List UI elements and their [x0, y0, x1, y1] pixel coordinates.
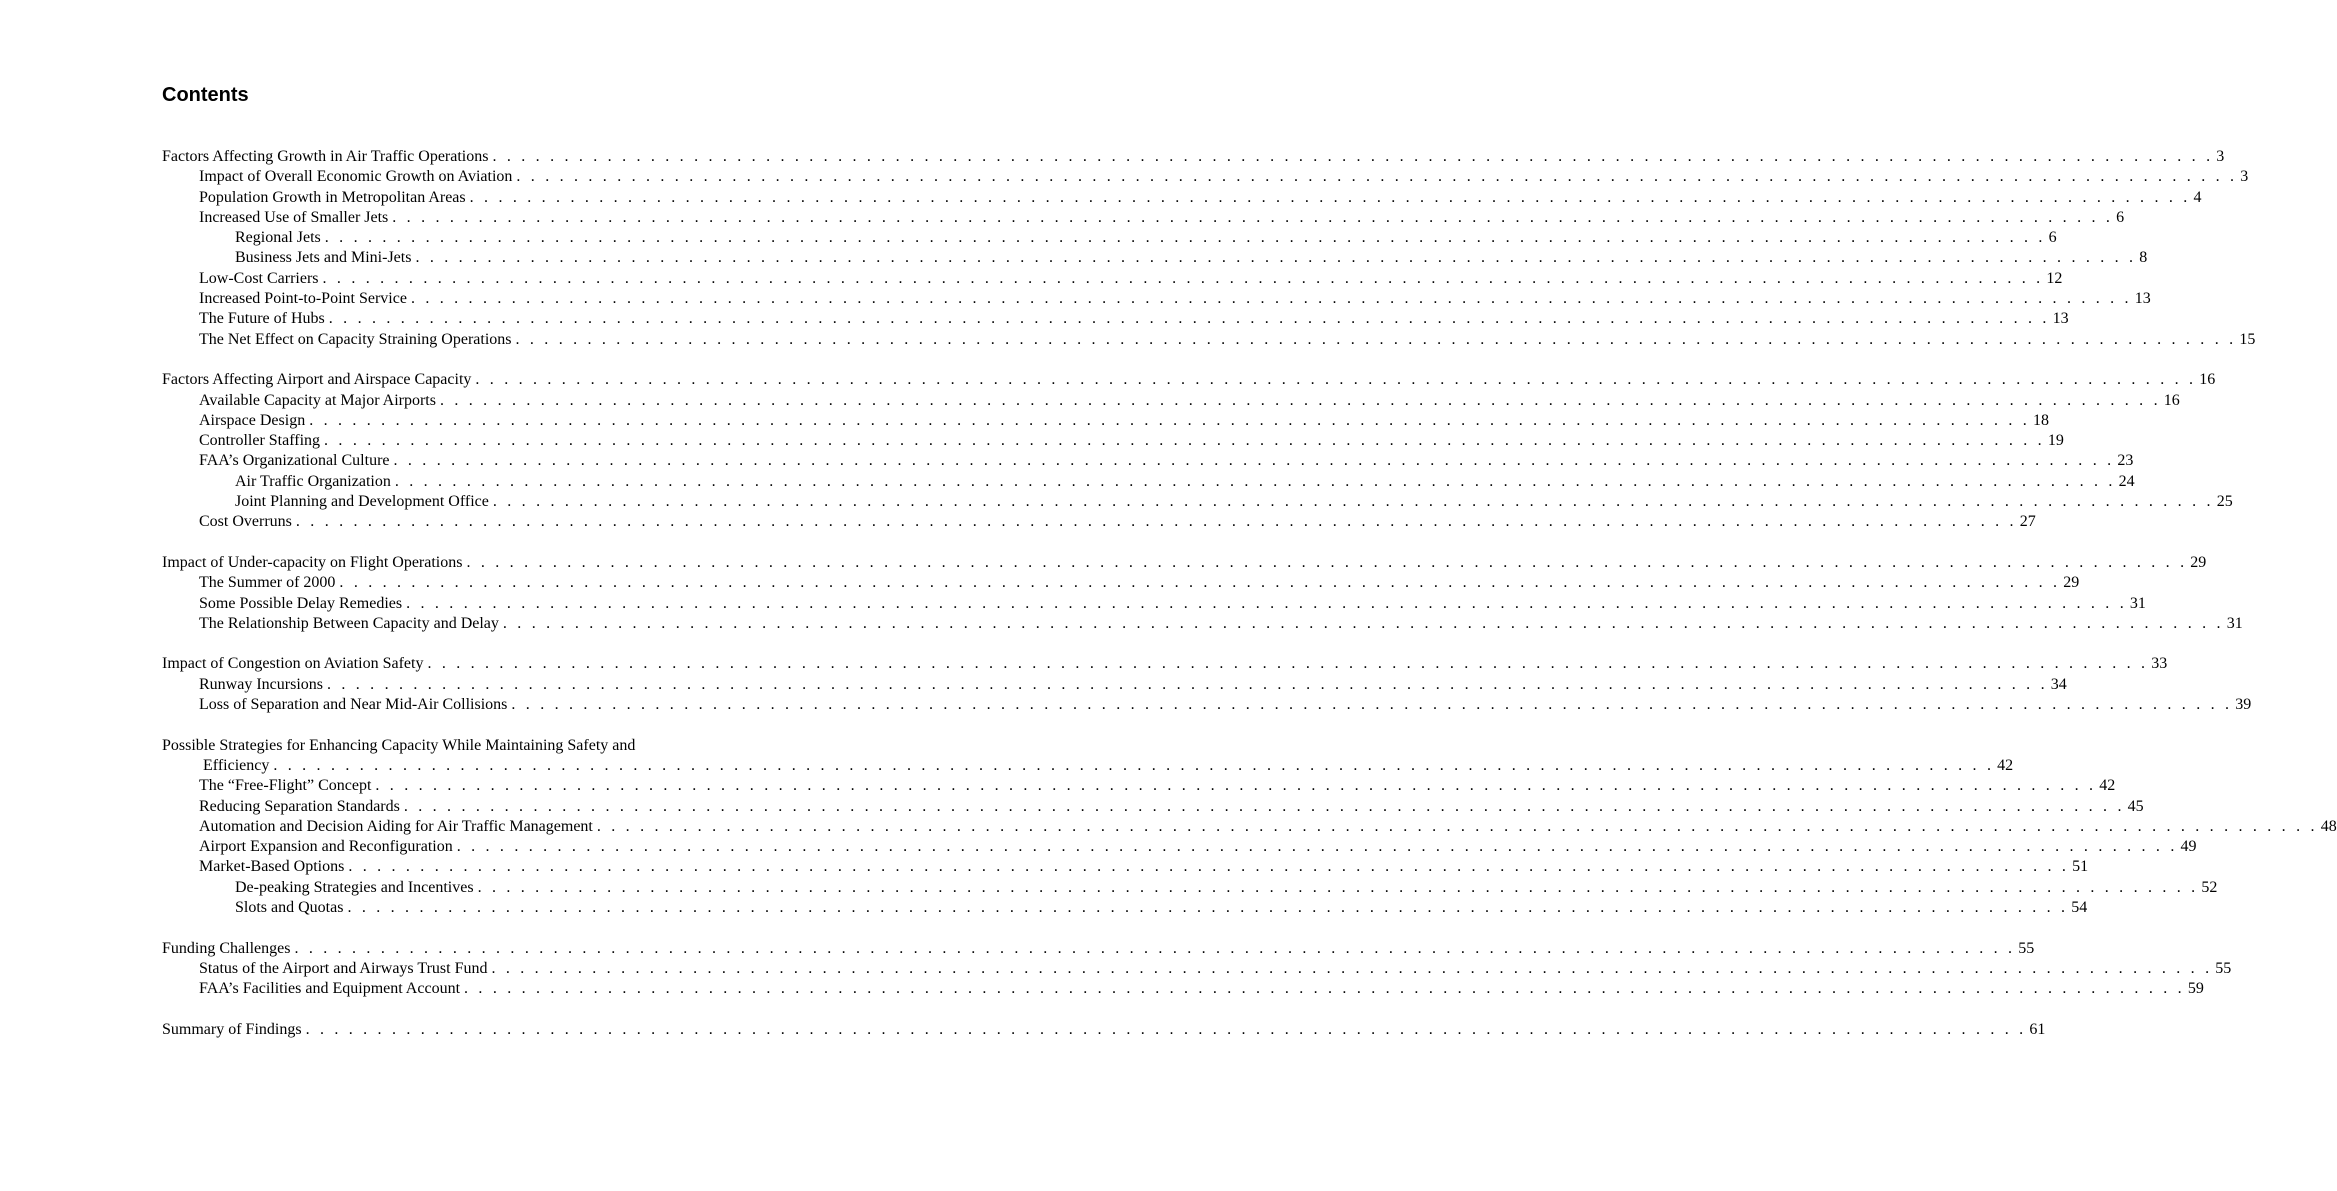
toc-entry-page-number: 4	[2193, 188, 2202, 206]
dot-leader: . . . . . . . . . . . . . . . . . . . . . . . . . . . . . . . . . . . . . . . . . . . . . . . . . . . . . . . . . . . . . . . . . . . . . . . . . . . . . . . . . . . . . . . . . . . . . . . . . . . . . . . . . . . . . . . . . . . . . . . .	[393, 452, 2115, 470]
dot-leader: . . . . . . . . . . . . . . . . . . . . . . . . . . . . . . . . . . . . . . . . . . . . . . . . . . . . . . . . . . . . . . . . . . . . . . . . . . . . . . . . . . . . . . . . . . . . . . . . . . . . . . . . . . . . . . . . . . . . . . . .	[439, 391, 2161, 409]
toc-entry-page-number: 51	[2072, 858, 2089, 876]
toc-entry[interactable]	[162, 654, 2168, 674]
toc-section	[162, 147, 2256, 350]
dot-leader: . . . . . . . . . . . . . . . . . . . . . . . . . . . . . . . . . . . . . . . . . . . . . . . . . . . . . . . . . . . . . . . . . . . . . . . . . . . . . . . . . . . . . . . . . . . . . . . . . . . . . . . . . . . . . . . . . . . . . . . .	[273, 756, 1995, 774]
toc-entry[interactable]	[162, 431, 2064, 451]
toc-entry-page-number: 33	[2151, 655, 2168, 673]
toc-section	[162, 654, 2252, 715]
dot-leader: . . . . . . . . . . . . . . . . . . . . . . . . . . . . . . . . . . . . . . . . . . . . . . . . . . . . . . . . . . . . . . . . . . . . . . . . . . . . . . . . . . . . . . . . . . . . . . . . . . . . . . . . . . . . . . . . . . . . . . . .	[466, 553, 2188, 571]
toc-entry-label: Low-Cost Carriers	[199, 269, 319, 287]
toc-entry[interactable]	[162, 330, 2256, 350]
dot-leader: . . . . . . . . . . . . . . . . . . . . . . . . . . . . . . . . . . . . . . . . . . . . . . . . . . . . . . . . . . . . . . . . . . . . . . . . . . . . . . . . . . . . . . . . . . . . . . . . . . . . . . . . . . . . . . . . . . . . . . . .	[348, 858, 2070, 876]
toc-entry-page-number: 6	[2048, 229, 2057, 247]
dot-leader: . . . . . . . . . . . . . . . . . . . . . . . . . . . . . . . . . . . . . . . . . . . . . . . . . . . . . . . . . . . . . . . . . . . . . . . . . . . . . . . . . . . . . . . . . . . . . . . . . . . . . . . . . . . . . . . . . . . . . . . .	[294, 939, 2016, 957]
toc-entry-page-number: 55	[2215, 959, 2232, 977]
toc-entry[interactable]	[162, 309, 2069, 329]
toc-entry-page-number: 45	[2127, 797, 2144, 815]
toc-entry-label: Factors Affecting Growth in Air Traffic Operations	[162, 148, 489, 165]
toc-entry-label: Business Jets and Mini-Jets	[235, 249, 412, 267]
toc-entry-page-number: 3	[2216, 148, 2225, 165]
toc-entry-page-number: 39	[2235, 696, 2252, 714]
toc-entry[interactable]	[162, 878, 2218, 898]
toc-entry[interactable]	[162, 857, 2089, 877]
toc-entry-label: Impact of Under-capacity on Flight Operations	[162, 553, 463, 571]
toc-entry[interactable]	[162, 167, 2249, 187]
dot-leader: . . . . . . . . . . . . . . . . . . . . . . . . . . . . . . . . . . . . . . . . . . . . . . . . . . . . . . . . . . . . . . . . . . . . . . . . . . . . . . . . . . . . . . . . . . . . . . . . . . . . . . . . . . . . . . . . . . . . . . . .	[326, 675, 2048, 693]
toc-entry[interactable]	[162, 248, 2148, 268]
toc-entry-page-number: 19	[2047, 432, 2064, 450]
toc-entry[interactable]	[162, 289, 2151, 309]
toc-entry[interactable]	[162, 370, 2216, 390]
toc-entry-label: Cost Overruns	[199, 513, 292, 531]
dot-leader: . . . . . . . . . . . . . . . . . . . . . . . . . . . . . . . . . . . . . . . . . . . . . . . . . . . . . . . . . . . . . . . . . . . . . . . . . . . . . . . . . . . . . . . . . . . . . . . . . . . . . . . . . . . . . . . . . . . . . . . .	[492, 493, 2214, 511]
dot-leader: . . . . . . . . . . . . . . . . . . . . . . . . . . . . . . . . . . . . . . . . . . . . . . . . . . . . . . . . . . . . . . . . . . . . . . . . . . . . . . . . . . . . . . . . . . . . . . . . . . . . . . . . . . . . . . . . . . . . . . . .	[427, 655, 2149, 673]
toc-entry-label: Population Growth in Metropolitan Areas	[199, 188, 466, 206]
dot-leader: . . . . . . . . . . . . . . . . . . . . . . . . . . . . . . . . . . . . . . . . . . . . . . . . . . . . . . . . . . . . . . . . . . . . . . . . . . . . . . . . . . . . . . . . . . . . . . . . . . . . . . . . . . . . . . . . . . . . . . . .	[347, 898, 2069, 916]
dot-leader: . . . . . . . . . . . . . . . . . . . . . . . . . . . . . . . . . . . . . . . . . . . . . . . . . . . . . . . . . . . . . . . . . . . . . . . . . . . . . . . . . . . . . . . . . . . . . . . . . . . . . . . . . . . . . . . . . . . . . . . .	[515, 330, 2237, 348]
dot-leader: . . . . . . . . . . . . . . . . . . . . . . . . . . . . . . . . . . . . . . . . . . . . . . . . . . . . . . . . . . . . . . . . . . . . . . . . . . . . . . . . . . . . . . . . . . . . . . . . . . . . . . . . . . . . . . . . . . . . . . . .	[464, 980, 2185, 998]
dot-leader: . . . . . . . . . . . . . . . . . . . . . . . . . . . . . . . . . . . . . . . . . . . . . . . . . . . . . . . . . . . . . . . . . . . . . . . . . . . . . . . . . . . . . . . . . . . . . . . . . . . . . . . . . . . . . . . . . . . . . . . .	[328, 310, 2050, 328]
toc-entry-page-number: 24	[2118, 472, 2135, 490]
toc-entry-page-number: 16	[2163, 391, 2180, 409]
toc-entry-label: Status of the Airport and Airways Trust Fund	[199, 959, 488, 977]
dot-leader: . . . . . . . . . . . . . . . . . . . . . . . . . . . . . . . . . . . . . . . . . . . . . . . . . . . . . . . . . . . . . . . . . . . . . . . . . . . . . . . . . . . . . . . . . . . . . . . . . . . . . . . . . . . . . . . . . . . . . . . .	[596, 817, 2318, 835]
toc-entry-page-number: 59	[2187, 980, 2204, 998]
toc-entry-label: Regional Jets	[235, 229, 321, 247]
toc-entry[interactable]	[162, 776, 2116, 796]
toc-entry[interactable]	[162, 979, 2204, 999]
dot-leader: . . . . . . . . . . . . . . . . . . . . . . . . . . . . . . . . . . . . . . . . . . . . . . . . . . . . . . . . . . . . . . . . . . . . . . . . . . . . . . . . . . . . . . . . . . . . . . . . . . . . . . . . . . . . . . . . . . . . . . . .	[394, 472, 2116, 490]
dot-leader: . . . . . . . . . . . . . . . . . . . . . . . . . . . . . . . . . . . . . . . . . . . . . . . . . . . . . . . . . . . . . . . . . . . . . . . . . . . . . . . . . . . . . . . . . . . . . . . . . . . . . . . . . . . . . . . . . . . . . . . .	[375, 777, 2097, 795]
toc-entry[interactable]	[162, 553, 2207, 573]
toc-entry[interactable]	[162, 817, 2337, 837]
toc-entry-page-number: 23	[2117, 452, 2134, 470]
dot-leader: . . . . . . . . . . . . . . . . . . . . . . . . . . . . . . . . . . . . . . . . . . . . . . . . . . . . . . . . . . . . . . . . . . . . . . . . . . . . . . . . . . . . . . . . . . . . . . . . . . . . . . . . . . . . . . . . . . . . . . . .	[410, 290, 2132, 308]
toc-entry-label: Airspace Design	[199, 411, 306, 429]
dot-leader: . . . . . . . . . . . . . . . . . . . . . . . . . . . . . . . . . . . . . . . . . . . . . . . . . . . . . . . . . . . . . . . . . . . . . . . . . . . . . . . . . . . . . . . . . . . . . . . . . . . . . . . . . . . . . . . . . . . . . . . .	[475, 371, 2197, 389]
toc-entry-page-number: 3	[2240, 168, 2249, 186]
toc-entry[interactable]	[162, 939, 2035, 959]
toc-entry-label: Impact of Congestion on Aviation Safety	[162, 655, 424, 673]
toc-entry-label: Runway Incursions	[199, 675, 323, 693]
toc-entry-line[interactable]	[162, 736, 758, 756]
toc-entry-label: Air Traffic Organization	[235, 472, 391, 490]
toc-entry-label: Increased Use of Smaller Jets	[199, 208, 389, 226]
toc-entry-page-number: 13	[2052, 310, 2069, 328]
toc-entry-page-number: 61	[2029, 1020, 2046, 1038]
toc-entry[interactable]	[162, 898, 2088, 918]
toc-entry[interactable]	[162, 451, 2134, 471]
toc-entry-page-number: 31	[2129, 594, 2146, 612]
toc-entry[interactable]	[162, 208, 2125, 228]
toc-entry-label: Possible Strategies for Enhancing Capacity While Maintaining Safety and	[162, 736, 636, 754]
toc-section	[162, 736, 2337, 919]
toc-entry-label: Summary of Findings	[162, 1020, 302, 1038]
toc-entry-label: The “Free-Flight” Concept	[199, 777, 372, 795]
toc-entry[interactable]	[162, 756, 2014, 776]
toc-section	[162, 553, 2243, 634]
toc-section	[162, 939, 2232, 1000]
toc-section	[162, 1020, 2046, 1040]
toc-entry-label: Available Capacity at Major Airports	[199, 391, 436, 409]
dot-leader: . . . . . . . . . . . . . . . . . . . . . . . . . . . . . . . . . . . . . . . . . . . . . . . . . . . . . . . . . . . . . . . . . . . . . . . . . . . . . . . . . . . . . . . . . . . . . . . . . . . . . . . . . . . . . . . . . . . . . . . .	[322, 269, 2044, 287]
dot-leader: . . . . . . . . . . . . . . . . . . . . . . . . . . . . . . . . . . . . . . . . . . . . . . . . . . . . . . . . . . . . . . . . . . . . . . . . . . . . . . . . . . . . . . . . . . . . . . . . . . . . . . . . . . . . . . . . . . . . . . . .	[511, 696, 2233, 714]
toc-entry-page-number: 55	[2018, 939, 2035, 957]
toc-entry-label: FAA’s Organizational Culture	[199, 452, 390, 470]
toc-entry[interactable]	[162, 472, 2135, 492]
toc-entry-label: Reducing Separation Standards	[199, 797, 400, 815]
dot-leader: . . . . . . . . . . . . . . . . . . . . . . . . . . . . . . . . . . . . . . . . . . . . . . . . . . . . . . . . . . . . . . . . . . . . . . . . . . . . . . . . . . . . . . . . . . . . . . . . . . . . . . . . . . . . . . . . . . . . . . . .	[403, 797, 2125, 815]
dot-leader: . . . . . . . . . . . . . . . . . . . . . . . . . . . . . . . . . . . . . . . . . . . . . . . . . . . . . . . . . . . . . . . . . . . . . . . . . . . . . . . . . . . . . . . . . . . . . . . . . . . . . . . . . . . . . . . . . . . . . . . .	[305, 1020, 2027, 1038]
toc-entry-label: Joint Planning and Development Office	[235, 493, 489, 511]
dot-leader: . . . . . . . . . . . . . . . . . . . . . . . . . . . . . . . . . . . . . . . . . . . . . . . . . . . . . . . . . . . . . . . . . . . . . . . . . . . . . . . . . . . . . . . . . . . . . . . . . . . . . . . . . . . . . . . . . . . . . . . .	[295, 513, 2017, 531]
dot-leader: . . . . . . . . . . . . . . . . . . . . . . . . . . . . . . . . . . . . . . . . . . . . . . . . . . . . . . . . . . . . . . . . . . . . . . . . . . . . . . . . . . . . . . . . . . . . . . . . . . . . . . . . . . . . . . . . . . . . . . . .	[406, 594, 2127, 612]
toc-entry-page-number: 42	[1997, 756, 2014, 774]
toc-entry-page-number: 54	[2071, 898, 2088, 916]
toc-entry-label: Funding Challenges	[162, 939, 291, 957]
toc-entry-label: De-peaking Strategies and Incentives	[235, 878, 474, 896]
toc-entry-page-number: 31	[2226, 614, 2243, 632]
toc-entry[interactable]	[162, 1020, 2046, 1040]
toc-entry[interactable]	[162, 391, 2180, 411]
toc-entry[interactable]	[162, 492, 2233, 512]
toc-entry-page-number: 29	[2190, 553, 2207, 571]
toc-entry[interactable]	[162, 837, 2197, 857]
table-of-contents	[162, 147, 2337, 1060]
toc-entry[interactable]	[162, 512, 2036, 532]
dot-leader: . . . . . . . . . . . . . . . . . . . . . . . . . . . . . . . . . . . . . . . . . . . . . . . . . . . . . . . . . . . . . . . . . . . . . . . . . . . . . . . . . . . . . . . . . . . . . . . . . . . . . . . . . . . . . . . . . . . . . . . .	[456, 838, 2178, 856]
toc-entry-label: Impact of Overall Economic Growth on Aviation	[199, 168, 513, 186]
toc-entry-page-number: 52	[2201, 878, 2218, 896]
dot-leader: . . . . . . . . . . . . . . . . . . . . . . . . . . . . . . . . . . . . . . . . . . . . . . . . . . . . . . . . . . . . . . . . . . . . . . . . . . . . . . . . . . . . . . . . . . . . . . . . . . . . . . . . . . . . . . . . . . . . . . . .	[469, 188, 2191, 206]
dot-leader: . . . . . . . . . . . . . . . . . . . . . . . . . . . . . . . . . . . . . . . . . . . . . . . . . . . . . . . . . . . . . . . . . . . . . . . . . . . . . . . . . . . . . . . . . . . . . . . . . . . . . . . . . . . . . . . . . . . . . . . .	[339, 574, 2061, 592]
toc-entry[interactable]	[162, 188, 2202, 208]
toc-entry[interactable]	[162, 411, 2049, 431]
toc-entry[interactable]	[162, 594, 2146, 614]
toc-entry-page-number: 13	[2134, 290, 2151, 308]
toc-entry-page-number: 25	[2216, 493, 2233, 511]
dot-leader: . . . . . . . . . . . . . . . . . . . . . . . . . . . . . . . . . . . . . . . . . . . . . . . . . . . . . . . . . . . . . . . . . . . . . . . . . . . . . . . . . . . . . . . . . . . . . . . . . . . . . . . . . . . . . . . . . . . . . . . .	[392, 208, 2114, 226]
toc-entry-label: Some Possible Delay Remedies	[199, 594, 403, 612]
toc-entry-label: The Relationship Between Capacity and Delay	[199, 614, 499, 632]
toc-entry-label: The Summer of 2000	[199, 574, 336, 592]
toc-entry[interactable]	[162, 147, 2225, 167]
toc-entry-page-number: 15	[2239, 330, 2256, 348]
toc-entry-page-number: 34	[2050, 675, 2067, 693]
toc-entry[interactable]	[162, 797, 2144, 817]
toc-entry-page-number: 8	[2139, 249, 2148, 267]
toc-entry-label: The Future of Hubs	[199, 310, 325, 328]
toc-entry[interactable]	[162, 228, 2057, 248]
toc-entry-label: Controller Staffing	[199, 432, 321, 450]
toc-entry-label: Loss of Separation and Near Mid-Air Collisions	[199, 696, 508, 714]
toc-entry[interactable]	[162, 695, 2252, 715]
toc-entry[interactable]	[162, 269, 2063, 289]
toc-entry-label: Market-Based Options	[199, 858, 345, 876]
toc-entry[interactable]	[162, 675, 2067, 695]
toc-entry-page-number: 18	[2033, 411, 2049, 429]
toc-entry[interactable]	[162, 959, 2232, 979]
toc-entry-page-number: 16	[2199, 371, 2216, 389]
toc-entry-page-number: 27	[2019, 513, 2036, 531]
toc-entry-label: Slots and Quotas	[235, 898, 344, 916]
dot-leader: . . . . . . . . . . . . . . . . . . . . . . . . . . . . . . . . . . . . . . . . . . . . . . . . . . . . . . . . . . . . . . . . . . . . . . . . . . . . . . . . . . . . . . . . . . . . . . . . . . . . . . . . . . . . . . . . . . . . . . . .	[516, 168, 2238, 186]
dot-leader: . . . . . . . . . . . . . . . . . . . . . . . . . . . . . . . . . . . . . . . . . . . . . . . . . . . . . . . . . . . . . . . . . . . . . . . . . . . . . . . . . . . . . . . . . . . . . . . . . . . . . . . . . . . . . . . . . . . . . . . .	[502, 614, 2224, 632]
toc-entry-page-number: 48	[2320, 817, 2337, 835]
toc-entry-label: Increased Point-to-Point Service	[199, 290, 407, 308]
toc-entry-label-continuation: Efficiency	[203, 756, 270, 774]
toc-entry-label: Airport Expansion and Reconfiguration	[199, 838, 453, 856]
toc-entry-label: Automation and Decision Aiding for Air Traffic Management	[199, 817, 593, 835]
toc-entry-label: FAA’s Facilities and Equipment Account	[199, 980, 461, 998]
toc-entry-page-number: 6	[2116, 208, 2125, 226]
toc-section	[162, 370, 2233, 532]
toc-entry-page-number: 29	[2063, 574, 2080, 592]
dot-leader: . . . . . . . . . . . . . . . . . . . . . . . . . . . . . . . . . . . . . . . . . . . . . . . . . . . . . . . . . . . . . . . . . . . . . . . . . . . . . . . . . . . . . . . . . . . . . . . . . . . . . . . . . . . . . . . . . . . . . . . .	[415, 249, 2137, 267]
page-title: Contents	[162, 84, 249, 106]
dot-leader: . . . . . . . . . . . . . . . . . . . . . . . . . . . . . . . . . . . . . . . . . . . . . . . . . . . . . . . . . . . . . . . . . . . . . . . . . . . . . . . . . . . . . . . . . . . . . . . . . . . . . . . . . . . . . . . . . . . . . . . .	[324, 229, 2046, 247]
toc-entry[interactable]	[162, 614, 2243, 634]
toc-entry-page-number: 49	[2180, 838, 2197, 856]
dot-leader: . . . . . . . . . . . . . . . . . . . . . . . . . . . . . . . . . . . . . . . . . . . . . . . . . . . . . . . . . . . . . . . . . . . . . . . . . . . . . . . . . . . . . . . . . . . . . . . . . . . . . . . . . . . . . . . . . . . . . . . .	[477, 878, 2199, 896]
toc-entry-page-number: 42	[2099, 777, 2116, 795]
dot-leader: . . . . . . . . . . . . . . . . . . . . . . . . . . . . . . . . . . . . . . . . . . . . . . . . . . . . . . . . . . . . . . . . . . . . . . . . . . . . . . . . . . . . . . . . . . . . . . . . . . . . . . . . . . . . . . . . . . . . . . . .	[491, 959, 2213, 977]
dot-leader: . . . . . . . . . . . . . . . . . . . . . . . . . . . . . . . . . . . . . . . . . . . . . . . . . . . . . . . . . . . . . . . . . . . . . . . . . . . . . . . . . . . . . . . . . . . . . . . . . . . . . . . . . . . . . . . . . . . . . . . .	[492, 148, 2214, 165]
toc-entry-label: The Net Effect on Capacity Straining Operations	[199, 330, 512, 348]
toc-entry-page-number: 12	[2046, 269, 2063, 287]
dot-leader: . . . . . . . . . . . . . . . . . . . . . . . . . . . . . . . . . . . . . . . . . . . . . . . . . . . . . . . . . . . . . . . . . . . . . . . . . . . . . . . . . . . . . . . . . . . . . . . . . . . . . . . . . . . . . . . . . . . . . . . .	[324, 432, 2045, 450]
dot-leader: . . . . . . . . . . . . . . . . . . . . . . . . . . . . . . . . . . . . . . . . . . . . . . . . . . . . . . . . . . . . . . . . . . . . . . . . . . . . . . . . . . . . . . . . . . . . . . . . . . . . . . . . . . . . . . . . . . . . . . . .	[309, 411, 2030, 429]
toc-entry-label: Factors Affecting Airport and Airspace Capacity	[162, 371, 472, 389]
toc-entry[interactable]	[162, 573, 2080, 593]
